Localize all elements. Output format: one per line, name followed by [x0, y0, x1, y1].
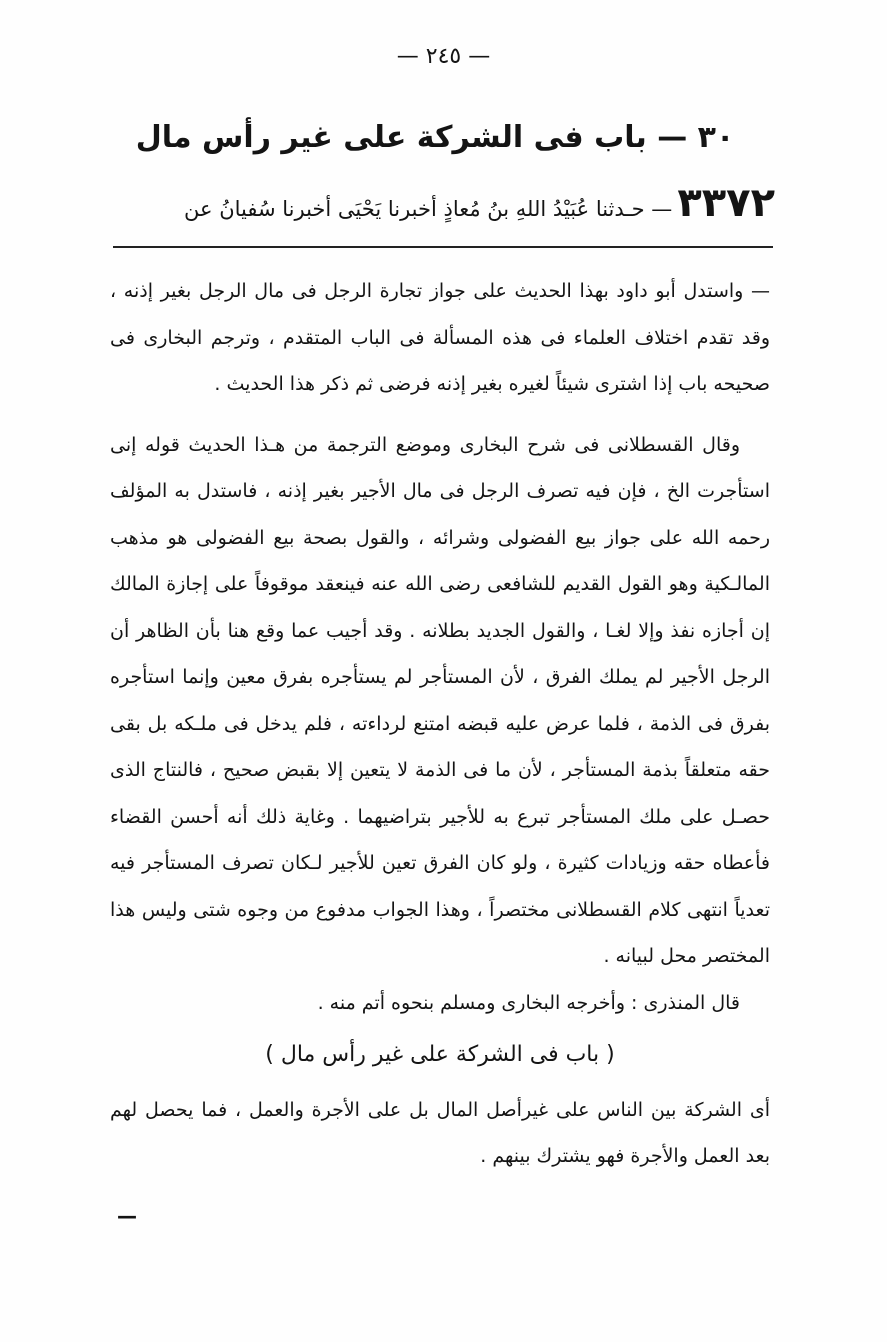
closing-paragraph: أى الشركة بين الناس على غيرأصل المال بل على الأجرة والعمل ، فما يحصل لهم بعد العمل والأجرة فهو يشترك بينهم . [110, 1098, 770, 1167]
bab-heading: ( باب فى الشركة على غير رأس مال ) [265, 1042, 615, 1067]
commentary-paragraph-2: وقال القسطلانى فى شرح البخارى وموضع الترجمة من هـذا الحديث قوله إنى استأجرت الخ ، فإن فيه تصرف الرجل فى مال الأجير بغير إذنه ، فاستدل به المؤلف رحمه الله على جواز بيع الفضولى وشرائه ، والقول بصحة بيع الفضولى هو مذهب المالـكية وهو القول القديم للشافعى رضى الله عنه فينعقد موقوفاً على إجازة المالك إن أجازه نفذ وإلا لغـا ، والقول الجديد بطلانه . وقد أجيب عما وقع هنا بأن الظاهر أن الرجل الأجير لم يملك الفرق ، لأن المستأجر لم يستأجره بفرق معين وإنما استأجره بفرق فى الذمة ، فلما عرض عليه قبضه امتنع لرداءته ، فلم يدخل فى ملـكه بل بقى حقه متعلقاً بذمة المستأجر ، لأن ما فى الذمة لا يتعين إلا بقبض صحيح ، فالنتاج الذى حصـل على ملك المستأجر تبرع به للأجير بتراضيهما . وغاية ذلك أنه أحسن القضاء فأعطاه حقه وزيادات كثيرة ، ولو كان الفرق تعين للأجير لـكان تصرف المستأجر فيه تعدياً انتهى كلام القسطلانى مختصراً ، وهذا الجواب مدفوع من وجوه شتى وليس هذا المختصر محل لبيانه . [110, 433, 770, 967]
end-mark: — [117, 1204, 137, 1228]
separator-rule [113, 246, 773, 248]
commentary-paragraph-3: قال المنذرى : وأخرجه البخارى ومسلم بنحوه أتم منه . [317, 991, 740, 1014]
hadith-text: — حـدثنا عُبَيْدُ اللهِ بنُ مُعاذٍ أخبرنا يَحْيَى أخبرنا سُفيانُ عن [184, 197, 673, 221]
commentary-paragraph-1: — واستدل أبو داود بهذا الحديث على جواز تجارة الرجل فى مال الرجل بغير إذنه ، وقد تقدم اختلاف العلماء فى هذه المسألة فى الباب المتقدم ، وترجم البخارى فى صحيحه باب إذا اشترى شيئاً لغيره بغير إذنه فرضى ثم ذكر هذا الحديث . [110, 280, 770, 395]
hadith-line [110, 180, 775, 226]
commentary-block [110, 268, 770, 1180]
hadith-number: ٣٣٧٢ [677, 180, 775, 226]
chapter-heading: ٣٠ — باب فى الشركة على غير رأس مال [135, 120, 735, 155]
page-number: — ٢٤٥ — [396, 44, 491, 69]
